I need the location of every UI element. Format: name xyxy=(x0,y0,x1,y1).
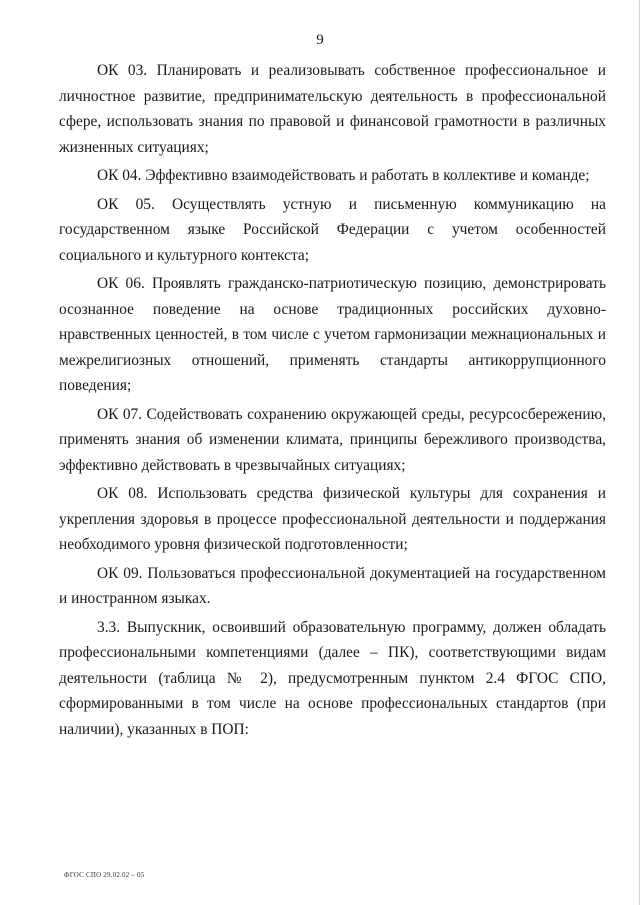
paragraph-ok05: ОК 05. Осуществлять устную и письменную коммуникацию на государственном языке Российской Федерации с учетом особенностей социального и культурного контекста; xyxy=(59,195,606,264)
document-footer: ФГОС СПО 29.02.02 – 05 xyxy=(64,871,145,879)
paragraph-ok06: ОК 06. Проявлять гражданско-патриотическую позицию, демонстрировать осознанное поведение на основе традиционных российских духовно-нравственных ценностей, в том числе с учетом гармонизации межнациональных и межрелигиозных отношений, применять стандарты антикоррупционного поведения; xyxy=(59,275,606,394)
paragraph-3-3: 3.3. Выпускник, освоивший образовательную программу, должен обладать профессиональными компетенциями (далее – ПК), соответствующими видам деятельности (таблица № 2), предусмотренным пунктом 2.4 ФГОС СПО, сформированными в том числе на основе профессиональных стандартов (при наличии), указанных в ПОП: xyxy=(59,618,606,738)
paragraph-ok04: ОК 04. Эффективно взаимодействовать и работать в коллективе и команде; xyxy=(97,167,590,184)
paragraph-ok08: ОК 08. Использовать средства физической культуры для сохранения и укрепления здоровья в процессе профессиональной деятельности и поддержания необходимого уровня физической подготовленности; xyxy=(59,485,606,553)
page-number: 9 xyxy=(316,32,324,48)
paragraph-ok09: ОК 09. Пользоваться профессиональной документацией на государственном и иностранном языках. xyxy=(59,564,606,607)
paragraph-ok03: ОК 03. Планировать и реализовывать собственное профессиональное и личностное развитие, предпринимательскую деятельность в профессиональной сфере, использовать знания по правовой и финансовой грамотности в различных жизненных ситуациях; xyxy=(59,62,606,156)
paragraph-ok07: ОК 07. Содействовать сохранению окружающей среды, ресурсосбережению, применять знания об изменении климата, принципы бережливого производства, эффективно действовать в чрезвычайных ситуациях; xyxy=(59,405,606,474)
body-text xyxy=(59,58,606,745)
